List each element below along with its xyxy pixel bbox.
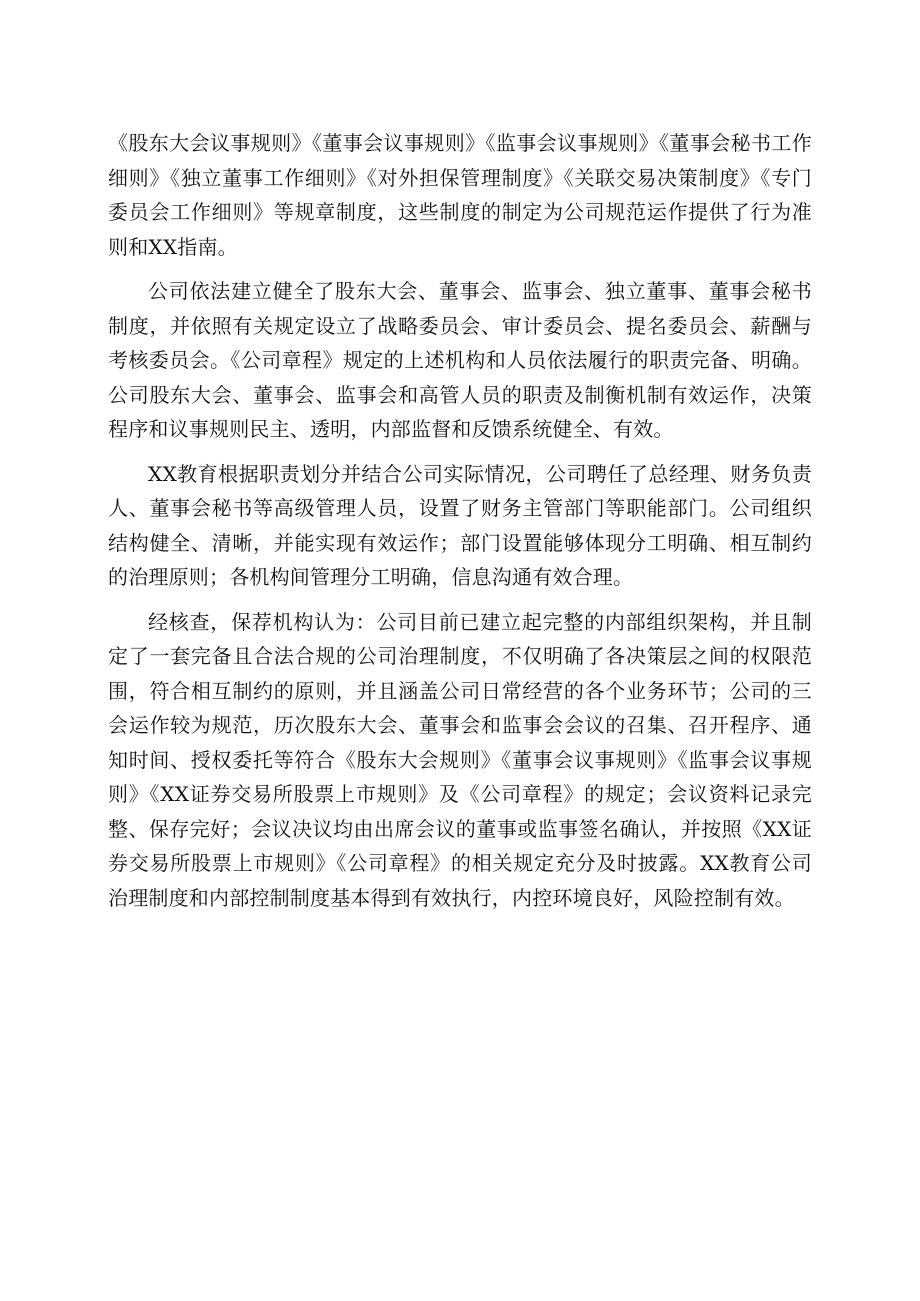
paragraph-organization-structure: XX教育根据职责划分并结合公司实际情况，公司聘任了总经理、财务负责人、董事会秘书等高级管理人员，设置了财务主管部门等职能部门。公司组织结构健全、清晰，并能实现有效运作；部门设置能够体现分工明确、相互制约的治理原则；各机构间管理分工明确，信息沟通有效合理。 [108, 461, 812, 589]
paragraph-governance-structure: 公司依法建立健全了股东大会、董事会、监事会、独立董事、董事会秘书制度，并依照有关规定设立了战略委员会、审计委员会、提名委员会、薪酬与考核委员会。《公司章程》规定的上述机构和人员依法履行的职责完备、明确。公司股东大会、董事会、监事会和高管人员的职责及制衡机制有效运作，决策程序和议事规则民主、透明，内部监督和反馈系统健全、有效。 [108, 279, 812, 441]
paragraph-sponsor-conclusion: 经核查，保荐机构认为：公司目前已建立起完整的内部组织架构，并且制定了一套完备且合法合规的公司治理制度，不仅明确了各决策层之间的权限范围，符合相互制约的原则，并且涵盖公司日常经营的各个业务环节；公司的三会运作较为规范，历次股东大会、董事会和监事会会议的召集、召开程序、通知时间、授权委托等符合《股东大会规则》《董事会议事规则》《监事会议事规则》《XX证券交易所股票上市规则》及《公司章程》的规定；会议资料记录完整、保存完好；会议决议均由出席会议的董事或监事签名确认，并按照《XX证券交易所股票上市规则》《公司章程》的相关规定充分及时披露。XX教育公司治理制度和内部控制制度基本得到有效执行，内控环境良好，风险控制有效。 [108, 609, 812, 910]
document-body [108, 126, 812, 925]
paragraph-continuation: 《股东大会议事规则》《董事会议事规则》《监事会议事规则》《董事会秘书工作细则》《独立董事工作细则》《对外担保管理制度》《关联交易决策制度》《专门委员会工作细则》等规章制度，这些制度的制定为公司规范运作提供了行为准则和XX指南。 [108, 131, 812, 259]
